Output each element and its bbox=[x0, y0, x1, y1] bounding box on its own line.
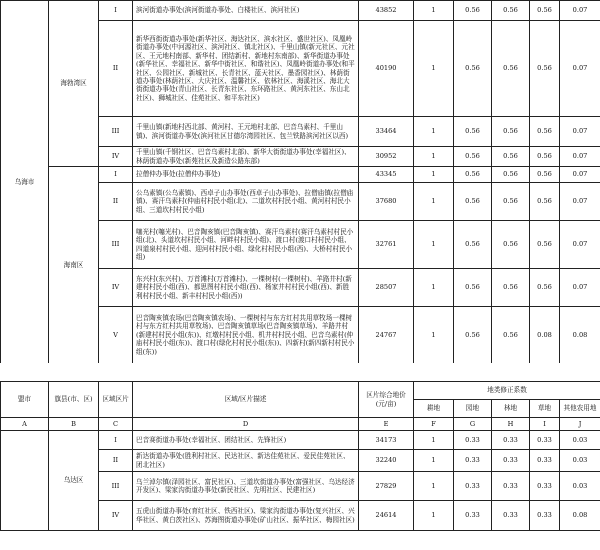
grade-cell: III bbox=[99, 117, 133, 147]
price-cell: 43345 bbox=[359, 167, 414, 183]
factor-cell: 1 bbox=[414, 183, 454, 221]
price-cell: 32240 bbox=[359, 450, 414, 472]
factor-cell: 0.33 bbox=[530, 501, 560, 531]
factor-cell: 1 bbox=[414, 117, 454, 147]
district-cell: 海勃湾区 bbox=[49, 1, 99, 167]
factor-cell: 0.56 bbox=[530, 147, 560, 167]
price-cell: 30952 bbox=[359, 147, 414, 167]
factor-cell: 0.07 bbox=[560, 147, 600, 167]
factor-cell: 0.07 bbox=[560, 269, 600, 307]
factor-cell: 0.03 bbox=[560, 431, 600, 450]
letter-cell: E bbox=[359, 418, 414, 431]
letter-cell: I bbox=[530, 418, 560, 431]
price-cell: 33464 bbox=[359, 117, 414, 147]
grade-cell: I bbox=[99, 1, 133, 21]
factor-cell: 0.07 bbox=[560, 21, 600, 117]
letter-cell: G bbox=[454, 418, 492, 431]
factor-cell: 0.33 bbox=[492, 472, 530, 501]
description-cell: 巴音赛街道办事处(幸福社区、团结社区、先锋社区) bbox=[133, 431, 359, 450]
factor-cell: 0.56 bbox=[454, 117, 492, 147]
factor-cell: 0.56 bbox=[530, 1, 560, 21]
factor-cell: 0.56 bbox=[530, 183, 560, 221]
table-row bbox=[1, 1, 600, 21]
description-cell: 新达街道办事处(胜利村社区、民达社区、新达佳苑社区、爱民佳苑社区、团北社区) bbox=[133, 450, 359, 472]
table-row bbox=[1, 167, 600, 183]
description-cell: 乌兰淖尔镇(泽园社区、富民社区)、三道坎街道办事处(富强社区、乌达经济开发区)、梁家沟街道办事处(新民社区、先明社区、民建社区) bbox=[133, 472, 359, 501]
factor-cell: 0.07 bbox=[560, 183, 600, 221]
description-cell: 新华西街街道办事处(新华社区、海达社区、滨水社区、盛世社区)、凤凰岭街道办事处(中河源社区、滨河社区、镇北社区)、千里山镇(新元社区、元社区、王元地村南部、新华村、团结新村、新地村东南部)、新华街道办事处(新华社区、幸福社区、新华中街社区、和谐社区)、凤凰岭街道办事处(和平社区、公园社区、新城社区、长青社区、蓝天社区、墨香园社区)、林荫街道办事处(林荫社区、大庆社区、温馨社区、依林社区、海溪社区、海北大街街道办事处(青山社区、长青东社区、东环路社区、黄河东社区、东山北社区)、狮城社区、佳苑社区、和平东社区) bbox=[133, 21, 359, 117]
letter-cell: F bbox=[414, 418, 454, 431]
description-cell: 东兴村(东兴村)、万首滩村(万首滩村)、一棵树村(一棵树村)、羊路井村(新建村村民小组(西)、都思图村村民小组(西)、杨家井村村民小组(西)、新胜利村村民小组、新丰村村民小组(西)) bbox=[133, 269, 359, 307]
factor-cell: 1 bbox=[414, 147, 454, 167]
header-description: 区域/区片描述 bbox=[133, 382, 359, 418]
district-cell: 乌达区 bbox=[49, 431, 99, 531]
factor-cell: 0.08 bbox=[530, 307, 560, 364]
factor-cell: 0.56 bbox=[492, 21, 530, 117]
description-cell: 公乌素镇(公乌素镇)、西卓子山办事处(西卓子山办事处)、拉僧庙镇(拉僧庙镇)、赛汗乌素村(仲庙村村民小组(北)、二道坎村村民小组、黄河村村民小组、三道坎村村民小组) bbox=[133, 183, 359, 221]
factor-cell: 0.56 bbox=[492, 117, 530, 147]
factor-cell: 0.03 bbox=[560, 450, 600, 472]
letter-row bbox=[1, 418, 600, 431]
header-g: 园地 bbox=[454, 400, 492, 418]
header-j: 其他农用地 bbox=[560, 400, 600, 418]
factor-cell: 0.33 bbox=[492, 450, 530, 472]
factor-cell: 0.33 bbox=[530, 431, 560, 450]
grade-cell: IV bbox=[99, 269, 133, 307]
grade-cell: III bbox=[99, 221, 133, 269]
factor-cell: 0.56 bbox=[530, 221, 560, 269]
header-meng-shi: 盟市 bbox=[1, 382, 49, 418]
header-row bbox=[1, 382, 600, 400]
grade-cell: I bbox=[99, 167, 133, 183]
header-i: 草地 bbox=[530, 400, 560, 418]
letter-cell: B bbox=[49, 418, 99, 431]
factor-cell: 1 bbox=[414, 307, 454, 364]
letter-cell: J bbox=[560, 418, 600, 431]
description-cell: 滨河街道办事处(滨河街道办事处、白楼社区、滨河社区) bbox=[133, 1, 359, 21]
grade-cell: III bbox=[99, 472, 133, 501]
description-cell: 巴音陶亥镇农场(巴音陶亥镇农场)、一棵树村与东方红村共用草牧场一棵树村与东方红村共用草牧场)、巴音陶亥镇草场(巴音陶亥镇草场)、羊路井村(新建村村民小组(东))、红墩村村民小组、机井村村民小组、巴音乌素村(仲庙村村民小组(东))、渡口村(绿化村村民小组(东))、四新村(新四新村村民小组(东)) bbox=[133, 307, 359, 364]
grade-cell: IV bbox=[99, 501, 133, 531]
factor-cell: 0.56 bbox=[530, 21, 560, 117]
price-cell: 27829 bbox=[359, 472, 414, 501]
factor-cell: 0.56 bbox=[492, 167, 530, 183]
factor-cell: 0.56 bbox=[530, 117, 560, 147]
grade-cell: IV bbox=[99, 147, 133, 167]
description-cell: 拉僧仲办事处(拉僧仲办事处) bbox=[133, 167, 359, 183]
factor-cell: 0.56 bbox=[530, 269, 560, 307]
header-price: 区片综合地价(元/亩) bbox=[359, 382, 414, 418]
grade-cell: II bbox=[99, 21, 133, 117]
grade-cell: II bbox=[99, 450, 133, 472]
factor-cell: 0.56 bbox=[454, 221, 492, 269]
price-cell: 34173 bbox=[359, 431, 414, 450]
factor-cell: 0.33 bbox=[530, 450, 560, 472]
city-cell: 乌海市 bbox=[1, 1, 49, 364]
header-qi-xian: 旗县(市、区) bbox=[49, 382, 99, 418]
factor-cell: 0.33 bbox=[454, 501, 492, 531]
factor-cell: 0.56 bbox=[454, 183, 492, 221]
letter-cell: A bbox=[1, 418, 49, 431]
factor-cell: 1 bbox=[414, 472, 454, 501]
header-f: 耕地 bbox=[414, 400, 454, 418]
letter-cell: D bbox=[133, 418, 359, 431]
factor-cell: 0.07 bbox=[560, 1, 600, 21]
price-cell: 24767 bbox=[359, 307, 414, 364]
factor-cell: 1 bbox=[414, 167, 454, 183]
factor-cell: 0.08 bbox=[560, 307, 600, 364]
factor-cell: 0.56 bbox=[454, 21, 492, 117]
header-qu-cheng: 区域区片 bbox=[99, 382, 133, 418]
price-cell: 37680 bbox=[359, 183, 414, 221]
page-gap bbox=[0, 363, 600, 381]
district-cell: 海南区 bbox=[49, 167, 99, 364]
factor-cell: 0.56 bbox=[492, 221, 530, 269]
header-h: 林地 bbox=[492, 400, 530, 418]
grade-cell: V bbox=[99, 307, 133, 364]
factor-cell: 0.56 bbox=[454, 1, 492, 21]
factor-cell: 0.56 bbox=[454, 269, 492, 307]
price-cell: 43852 bbox=[359, 1, 414, 21]
factor-cell: 0.56 bbox=[454, 147, 492, 167]
grade-cell: II bbox=[99, 183, 133, 221]
factor-cell: 1 bbox=[414, 1, 454, 21]
factor-cell: 0.56 bbox=[454, 307, 492, 364]
factor-cell: 0.33 bbox=[454, 431, 492, 450]
price-cell: 28507 bbox=[359, 269, 414, 307]
factor-cell: 0.07 bbox=[560, 167, 600, 183]
header-factor: 地类修正系数 bbox=[414, 382, 600, 400]
factor-cell: 1 bbox=[414, 221, 454, 269]
factor-cell: 1 bbox=[414, 21, 454, 117]
factor-cell: 0.56 bbox=[492, 183, 530, 221]
factor-cell: 0.33 bbox=[492, 431, 530, 450]
factor-cell: 0.56 bbox=[492, 269, 530, 307]
price-cell: 24614 bbox=[359, 501, 414, 531]
factor-cell: 0.33 bbox=[530, 472, 560, 501]
letter-cell: H bbox=[492, 418, 530, 431]
factor-cell: 1 bbox=[414, 501, 454, 531]
factor-cell: 0.33 bbox=[454, 450, 492, 472]
price-cell: 32761 bbox=[359, 221, 414, 269]
factor-cell: 1 bbox=[414, 431, 454, 450]
factor-cell: 0.03 bbox=[560, 472, 600, 501]
description-cell: 千里山镇(千钢社区、巴音乌素村北部)、新华大街街道办事处(幸福社区)、林荫街道办事处(新苑社区及新造公路东部) bbox=[133, 147, 359, 167]
factor-cell: 0.56 bbox=[454, 167, 492, 183]
city-cell bbox=[1, 431, 49, 531]
price-cell: 40190 bbox=[359, 21, 414, 117]
factor-cell: 0.56 bbox=[492, 1, 530, 21]
factor-cell: 1 bbox=[414, 450, 454, 472]
factor-cell: 0.56 bbox=[492, 307, 530, 364]
letter-cell: C bbox=[99, 418, 133, 431]
bottom-land-price-table bbox=[0, 381, 600, 531]
factor-cell: 0.07 bbox=[560, 117, 600, 147]
factor-cell: 0.56 bbox=[530, 167, 560, 183]
factor-cell: 0.33 bbox=[492, 501, 530, 531]
description-cell: 五虎山街道办事处(育红社区、铁西社区)、梁家沟街道办事处(复兴社区、兴华社区、黄白茨社区)、苏海图街道办事处(矿山社区、振华社区、梅园社区) bbox=[133, 501, 359, 531]
factor-cell: 0.33 bbox=[454, 472, 492, 501]
description-cell: 千里山镇(新地村西北部、黄河村、王元地村北部、巴音乌素村、千里山镇)、滨河街道办事处(滨河社区甘德尔湾园社区、包兰铁路滨河社区以西) bbox=[133, 117, 359, 147]
factor-cell: 0.07 bbox=[560, 221, 600, 269]
factor-cell: 0.56 bbox=[492, 147, 530, 167]
factor-cell: 1 bbox=[414, 269, 454, 307]
table-row bbox=[1, 431, 600, 450]
description-cell: 噻光村(噻光村)、巴音陶亥镇(巴音陶亥镇)、赛汗乌素村(赛汗乌素村村民小组(北)、头道坎村村民小组、河畔村村民小组)、渡口村(渡口村村民小组、四道泉村村民小组、迎河村村民小组、绿化村村民小组(西)、大桥村村民小组) bbox=[133, 221, 359, 269]
grade-cell: I bbox=[99, 431, 133, 450]
factor-cell: 0.08 bbox=[560, 501, 600, 531]
